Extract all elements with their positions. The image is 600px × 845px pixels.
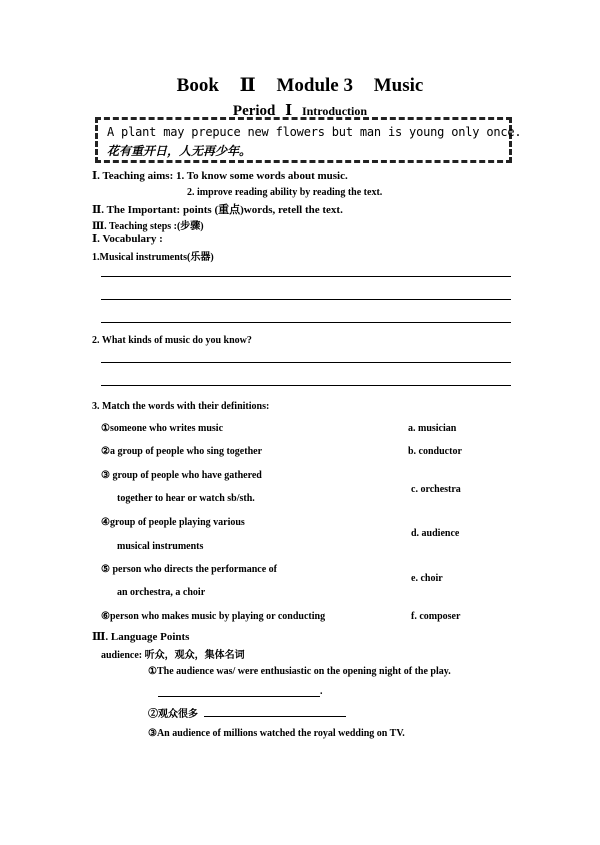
vocabulary-heading: Ⅰ. Vocabulary : [92, 233, 163, 245]
definition-4-line1: ④group of people playing various [101, 517, 245, 528]
quote-english: A plant may prepuce new flowers but man is young only once. [107, 125, 522, 139]
definition-3-line1: ③ group of people who have gathered [101, 470, 262, 481]
word-a: a. musician [408, 423, 457, 434]
answer-line[interactable] [101, 385, 511, 386]
example-1-period: . [320, 686, 323, 697]
definition-1: ①someone who writes music [101, 423, 224, 434]
teaching-aims: Ⅰ. Teaching aims: 1. To know some words about music. [92, 170, 348, 182]
important-points: Ⅱ. The Important: points (重点)words, retell the text. [92, 204, 343, 216]
fill-blank-1[interactable] [158, 696, 320, 697]
word-c: c. orchestra [411, 484, 461, 495]
definition-6: ⑥person who makes music by playing or conducting [101, 611, 326, 622]
period-title: Introduction [301, 104, 368, 118]
definition-3-line2: together to hear or watch sb/sth. [117, 493, 255, 504]
question-3: 3. Match the words with their definitions: [92, 401, 270, 412]
teaching-aim-2: 2. improve reading ability by reading the text. [187, 187, 383, 198]
title-book: Book [176, 75, 219, 96]
word-f: f. composer [411, 611, 461, 622]
answer-line[interactable] [101, 362, 511, 363]
definition-2: ②a group of people who sing together [101, 446, 263, 457]
definition-5-line2: an orchestra, a choir [117, 587, 206, 598]
period-num: Ⅰ [285, 103, 293, 119]
fill-blank-2[interactable] [204, 716, 346, 717]
answer-line[interactable] [101, 276, 511, 277]
definition-4-line2: musical instruments [117, 541, 204, 552]
title-subject: Music [373, 75, 424, 96]
answer-line[interactable] [101, 299, 511, 300]
example-1: ①The audience was/ were enthusiastic on the opening night of the play. [148, 666, 451, 677]
word-d: d. audience [411, 528, 460, 539]
title-book-num: Ⅱ [239, 75, 256, 96]
language-points-heading: Ⅲ. Language Points [92, 631, 190, 643]
teaching-steps: Ⅲ. Teaching steps :(步骤) [92, 221, 204, 232]
title-module: Module 3 [276, 75, 353, 96]
example-3: ③An audience of millions watched the royal wedding on TV. [148, 728, 405, 739]
period-label: Period [232, 103, 276, 119]
audience-definition: audience: 听众，观众，集体名词 [101, 650, 245, 661]
word-e: e. choir [411, 573, 443, 584]
question-2: 2. What kinds of music do you know? [92, 335, 252, 346]
page-title [0, 74, 600, 97]
quote-chinese: 花有重开日，人无再少年。 [107, 144, 252, 158]
answer-line[interactable] [101, 322, 511, 323]
word-b: b. conductor [408, 446, 462, 457]
definition-5-line1: ⑤ person who directs the performance of [101, 564, 277, 575]
example-2: ②观众很多 [148, 709, 198, 720]
question-1: 1.Musical instruments(乐器) [92, 252, 214, 263]
